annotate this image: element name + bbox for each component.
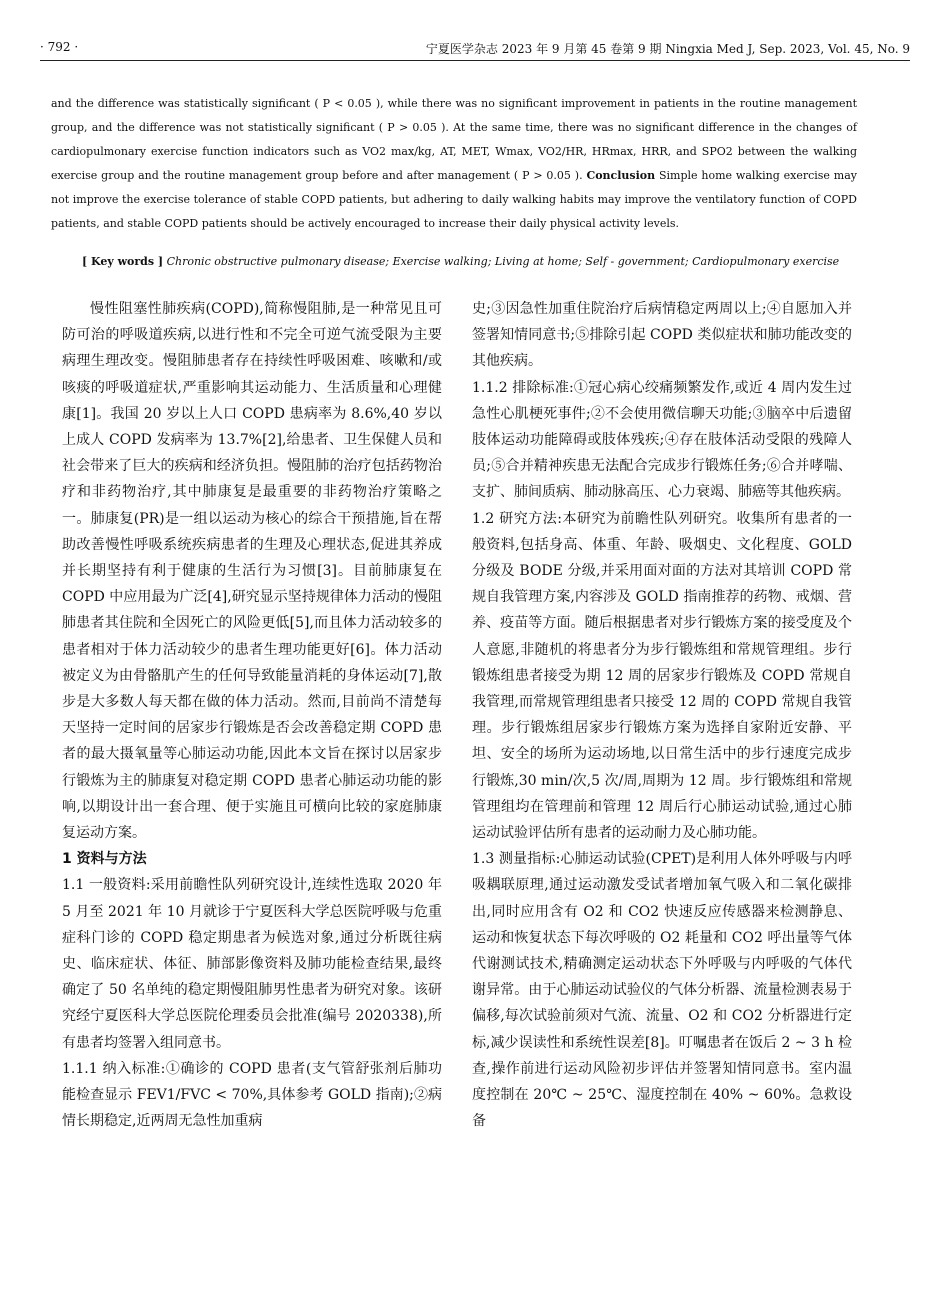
section-heading-materials-methods: 1 资料与方法: [62, 851, 147, 868]
exclusion-criteria-paragraph: 1.1.2 排除标准:①冠心病心绞痛频繁发作,或近 4 周内发生过急性心肌梗死事件;②不会使用微信聊天功能;③脑卒中后遗留肢体运动功能障碍或肢体残疾;④存在肢体活动受限的残障人员;⑤合并精神疾患无法配合完成步行锻炼任务;⑥合并哮喘、支扩、肺间质病、肺动脉高压、心力衰竭、肺癌等其他疾病。: [472, 379, 852, 501]
right-column: [472, 296, 852, 1135]
introduction-paragraph: 慢性阻塞性肺疾病(COPD),简称慢阻肺,是一种常见且可防可治的呼吸道疾病,以进行性和不完全可逆气流受限为主要病理生理改变。慢阻肺患者存在持续性呼吸困难、咳嗽和/或咳痰的呼吸道症状,严重影响其运动能力、生活质量和心理健康[1]。我国 20 岁以上人口 COPD 患病率为 8.6%,40 岁以上成人 COPD 发病率为 13.7%[2],给患者、卫生保健人员和社会带来了巨大的疾病和经济负担。慢阻肺的治疗包括药物治疗和非药物治疗,其中肺康复是最重要的非药物治疗策略之一。肺康复(PR)是一组以运动为核心的综合干预措施,旨在帮助改善慢性呼吸系统疾病患者的生理及心理状态,促进其养成并长期坚持有利于健康的生活行为习惯[3]。目前肺康复在 COPD 中应用最为广泛[4],研究显示坚持规律体力活动的慢阻肺患者其住院和全因死亡的风险更低[5],而且体力活动较多的患者相对于体力活动较少的患者生理功能更好[6]。体力活动被定义为由骨骼肌产生的任何导致能量消耗的身体运动[7],散步是大多数人每天都在做的体力活动。然而,目前尚不清楚每天坚持一定时间的居家步行锻炼是否会改善稳定期 COPD 患者的最大摄氧量等心肺运动功能,因此本文旨在探讨以居家步行锻炼为主的肺康复对稳定期 COPD 患者心肺运动功能的影响,以期设计出一套合理、便于实施且可横向比较的家庭肺康复运动方案。: [62, 301, 442, 842]
abstract-text: [51, 92, 857, 236]
measurement-paragraph: 1.3 测量指标:心肺运动试验(CPET)是利用人体外呼吸与内呼吸耦联原理,通过运动激发受试者增加氧气吸入和二氧化碳排出,同时应用含有 O2 和 CO2 快速反应传感器来检测静息、运动和恢复状态下每次呼吸的 O2 耗量和 CO2 呼出量等气体代谢测试技术,精确测定运动状态下外呼吸与内呼吸的气体代谢异常。由于心肺运动试验仪的气体分析器、流量检测表易于偏移,每次试验前须对气流、流量、O2 和 CO2 分析器进行定标,减少误读性和系统性误差[8]。叮嘱患者在饭后 2 ~ 3 h 检查,操作前进行运动风险初步评估并签署知情同意书。室内温度控制在 20℃ ~ 25℃、湿度控制在 40% ~ 60%。急救设备: [472, 851, 852, 1130]
conclusion-label: Conclusion: [586, 169, 656, 182]
left-column: [62, 296, 442, 1135]
keywords: [82, 252, 857, 272]
methods-paragraph: 1.2 研究方法:本研究为前瞻性队列研究。收集所有患者的一般资料,包括身高、体重、年龄、吸烟史、文化程度、GOLD 分级及 BODE 分级,并采用面对面的方法对其培训 COPD 常规自我管理方案,内容涉及 GOLD 指南推荐的药物、戒烟、营养、疫苗等方面。随后根据患者对步行锻炼方案的接受度及个人意愿,非随机的将患者分为步行锻炼组和常规管理组。步行锻炼组患者接受为期 12 周的居家步行锻炼及 COPD 常规自我管理,而常规管理组患者只接受 12 周的 COPD 常规自我管理。步行锻炼组居家步行锻炼方案为选择自家附近安静、平坦、安全的场所为运动场地,以日常生活中的步行速度完成步行锻炼,30 min/次,5 次/周,周期为 12 周。步行锻炼组和常规管理组均在管理前和管理 12 周后行心肺运动试验,通过心肺运动试验评估所有患者的运动耐力及心肺功能。: [472, 510, 852, 842]
journal-citation: 宁夏医学杂志 2023 年 9 月第 45 卷第 9 期 Ningxia Med J, Sep. 2023, Vol. 45, No. 9: [425, 42, 910, 56]
keywords-label: [ Key words ]: [82, 255, 164, 268]
abstract-results: and the difference was statistically significant ( P < 0.05 ), while there was no significant improvement in patients in the routine management group, and the difference was not statistically significant ( P > 0.05 ). At the same time, there was no significant difference in the changes of cardiopulmonary exercise function indicators such as VO2 max/kg, AT, MET, Wmax, VO2/HR, HRmax, HRR, and SPO2 between the walking exercise group and the routine management group before and after management ( P > 0.05 ).: [51, 97, 857, 182]
general-info-paragraph: 1.1 一般资料:采用前瞻性队列研究设计,连续性选取 2020 年 5 月至 2021 年 10 月就诊于宁夏医科大学总医院呼吸与危重症科门诊的 COPD 稳定期患者为候选对象,通过分析既往病史、临床症状、体征、肺部影像资料及肺功能检查结果,最终确定了 50 名单纯的稳定期慢阻肺男性患者为研究对象。该研究经宁夏医科大学总医院伦理委员会批准(编号 2020338),所有患者均签署入组同意书。: [62, 877, 442, 1051]
keywords-list: Chronic obstructive pulmonary disease; Exercise walking; Living at home; Self - government; Cardiopulmonary exercise: [166, 255, 840, 268]
abstract-conclusion: Simple home walking exercise may not improve the exercise tolerance of stable COPD patients, but adhering to daily walking habits may improve the ventilatory function of COPD patients, and stable COPD patients should be actively encouraged to increase their daily physical activity levels.: [51, 169, 857, 230]
inclusion-criteria-continued: 史;③因急性加重住院治疗后病情稳定两周以上;④自愿加入并签署知情同意书;⑤排除引起 COPD 类似症状和肺功能改变的其他疾病。: [472, 301, 852, 370]
page-number: · 792 ·: [40, 40, 79, 54]
inclusion-criteria-paragraph: 1.1.1 纳入标准:①确诊的 COPD 患者(支气管舒张剂后肺功能检查显示 FEV1/FVC < 70%,具体参考 GOLD 指南);②病情长期稳定,近两周无急性加重病: [62, 1060, 442, 1130]
page-header: [40, 38, 910, 61]
